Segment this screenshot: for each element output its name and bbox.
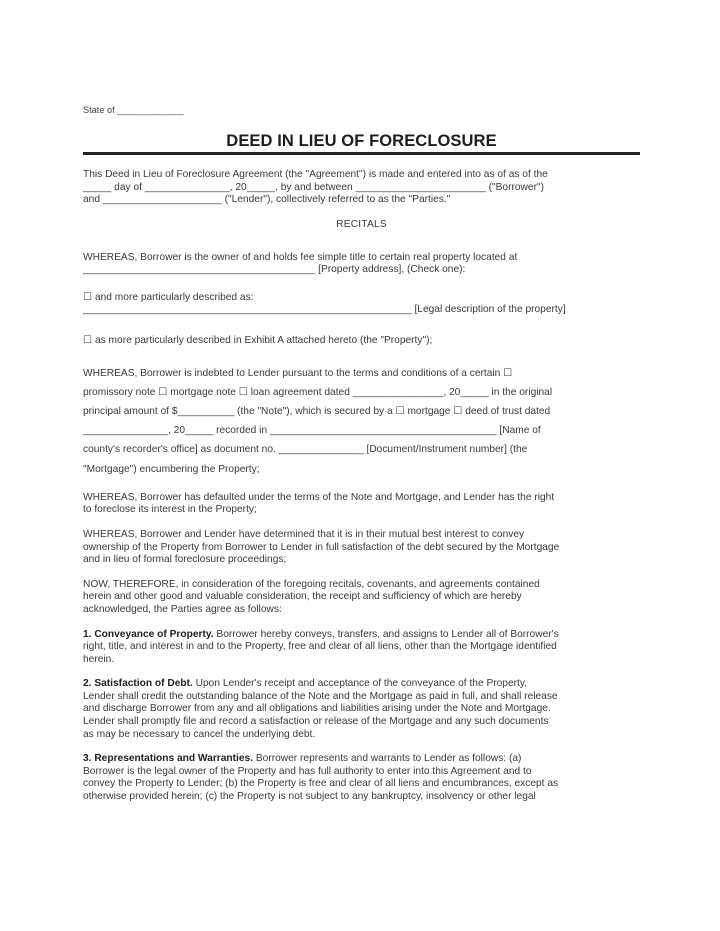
now-therefore-paragraph: NOW, THEREFORE, in consideration of the foregoing recitals, covenants, and agreements contained herein and other good and valuable consideration, the receipt and sufficiency of which are hereby acknowledged, the Parties agree as follows: <box>83 578 540 615</box>
intro-paragraph: This Deed in Lieu of Foreclosure Agreement (the "Agreement") is made and entered into as of as of the _____ day of _______________, 20_____, by and between _______________________ ("Borrower") and _____________________ ("Lender"), collectively referred to as the "Parties." <box>83 169 548 206</box>
section-text: Upon Lender's receipt and acceptance of the conveyance of the Property, Lender shall credit the outstanding balance of the Note and the Mortgage as paid in full, and shall release and discharge Borrower from any and all obligations and liabilities arising under the Note and Mortgage. Lender shall promptly file and record a satisfaction or release of the Mortgage and any such documents as may be necessary to cancel the underlying debt. <box>83 678 558 740</box>
state-line: State of _____________ <box>83 105 184 115</box>
whereas-property-ownership: WHEREAS, Borrower is the owner of and holds fee simple title to certain real property located at _________________________________________ [Property address], (Check one): <box>83 251 518 276</box>
recitals-heading: RECITALS <box>336 218 387 230</box>
section-representations <box>83 753 640 803</box>
section-text: Borrower hereby conveys, transfers, and assigns to Lender all of Borrower's right, title, and interest in and to the Property, free and clear of all liens, other than the Mortgage identified herein. <box>83 628 559 665</box>
document-title: DEED IN LIEU OF FORECLOSURE <box>226 131 497 150</box>
option-legal-description: ☐ and more particularly described as: __________________________________________________________ [Legal description of the property] <box>83 291 566 316</box>
option-exhibit-a: ☐ as more particularly described in Exhibit A attached hereto (the "Property"); <box>83 334 433 346</box>
section-conveyance <box>83 629 640 667</box>
whereas-indebtedness: WHEREAS, Borrower is indebted to Lender pursuant to the terms and conditions of a certain ☐ promissory note ☐ mortgage note ☐ loan agreement dated ________________, 20_____ in the original principal amount of $__________ (the "Note"), which is secured by a ☐ mortgage ☐ deed of trust dated _______________, 20_____ recorded in ________________________________________ [Name of county's recorder's office] as document no. _______________ [Document/Instrument number] (the "Mortgage") encumbering the Property; <box>83 367 553 475</box>
document-body <box>83 104 640 816</box>
whereas-default: WHEREAS, Borrower has defaulted under the terms of the Note and Mortgage, and Lender has the right to foreclose its interest in the Property; <box>83 491 555 516</box>
section-heading: 3. Representations and Warranties. <box>83 753 254 765</box>
section-heading: 2. Satisfaction of Debt. <box>83 678 193 690</box>
title-divider <box>83 152 640 155</box>
section-heading: 1. Conveyance of Property. <box>83 628 214 640</box>
section-satisfaction-of-debt <box>83 678 640 741</box>
whereas-mutual-interest: WHEREAS, Borrower and Lender have determined that it is in their mutual best interest to convey ownership of the Property from Borrower to Lender in full satisfaction of the debt secured by the Mortgage and in lieu of formal foreclosure proceedings; <box>83 528 560 566</box>
section-text: Borrower represents and warrants to Lender as follows: (a) Borrower is the legal owner of the Property and has full authority to enter into this Agreement and to convey the Property to Lender; (b) the Property is free and clear of all liens and encumbrances, except as otherwise provided herein; (c) the Property is not subject to any bankruptcy, insolvency or other legal <box>83 753 559 803</box>
